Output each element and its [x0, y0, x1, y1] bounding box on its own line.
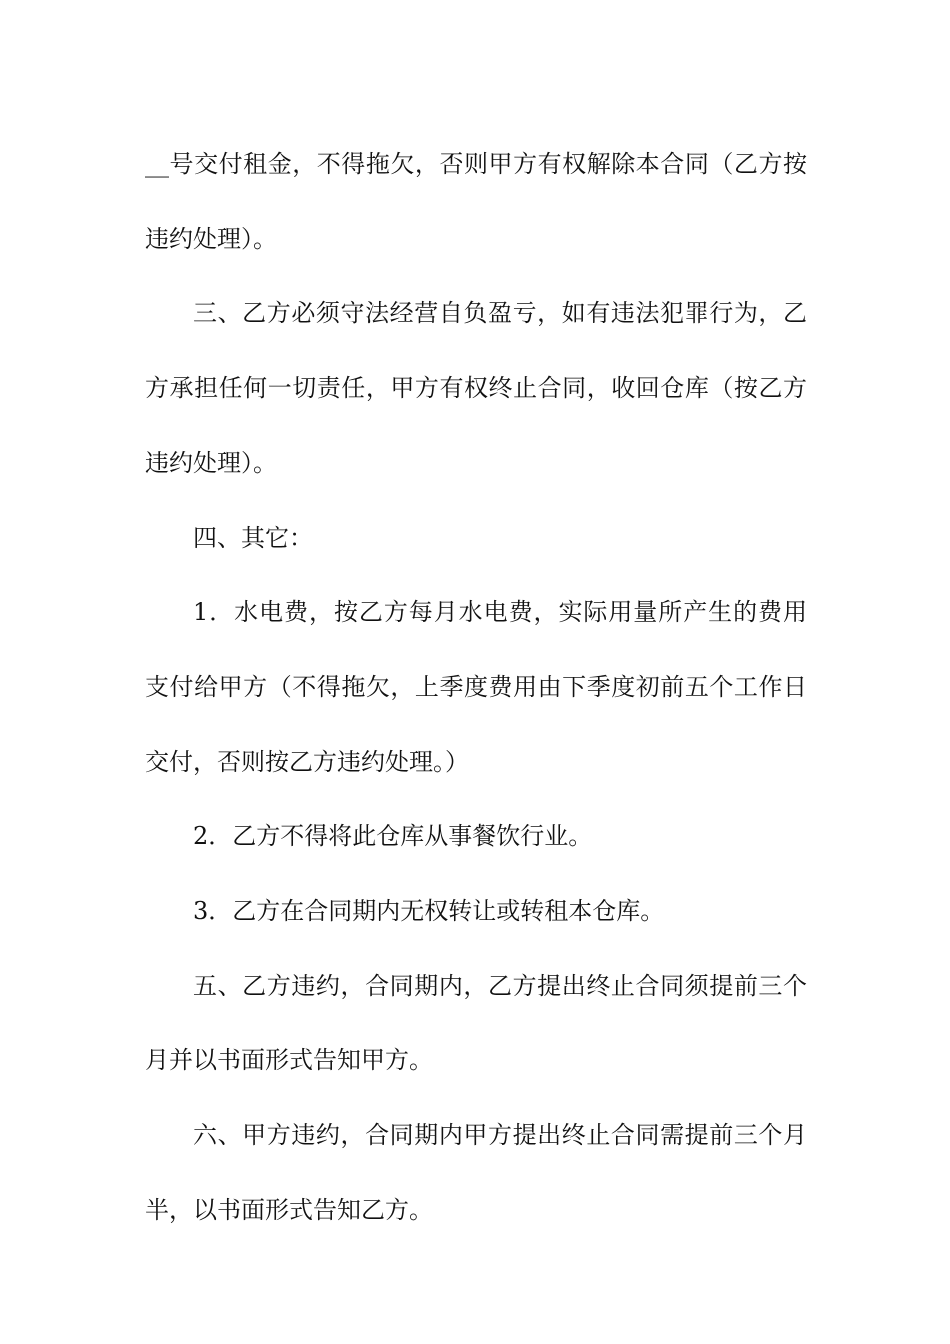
text-line: 方承担任何一切责任，甲方有权终止合同，收回仓库（按乙方	[145, 374, 807, 403]
paragraph-clause-five	[145, 949, 807, 1098]
text-line: 月并以书面形式告知甲方。	[145, 1046, 433, 1075]
text-line: 2．乙方不得将此仓库从事餐饮行业。	[193, 822, 593, 851]
text-line: 违约处理）。	[145, 224, 277, 253]
text-line: 五、乙方违约，合同期内，乙方提出终止合同须提前三个	[193, 971, 807, 1000]
text-line: 3．乙方在合同期内无权转让或转租本仓库。	[193, 897, 665, 926]
paragraph-clause-three	[145, 276, 807, 500]
text-line: 违约处理）。	[145, 448, 277, 477]
paragraph-item-two	[145, 799, 807, 874]
text-line: 四、其它：	[193, 523, 313, 552]
paragraph-clause-six	[145, 1098, 807, 1247]
text-line: 付给甲方（不得拖欠，上季度费用由下季度初前五个工作日交	[145, 672, 808, 776]
paragraph-clause-four-heading	[145, 501, 807, 576]
text-line: 三、乙方必须守法经营自负盈亏，如有违法犯罪行为，乙	[193, 299, 807, 328]
text-line: 付，否则按乙方违约处理。）	[169, 747, 469, 776]
text-line: 半，以书面形式告知乙方。	[145, 1195, 433, 1224]
paragraph-item-three	[145, 874, 807, 949]
paragraph-rent-payment	[145, 127, 807, 276]
text-line: 1．水电费，按乙方每月水电费，实际用量所产生的费用支	[145, 598, 807, 701]
text-line: 六、甲方违约，合同期内甲方提出终止合同需提前三个月	[193, 1121, 807, 1150]
paragraph-item-one	[145, 575, 807, 799]
text-line: __号交付租金，不得拖欠，否则甲方有权解除本合同（乙方按	[145, 150, 807, 178]
document-body	[145, 127, 807, 1248]
